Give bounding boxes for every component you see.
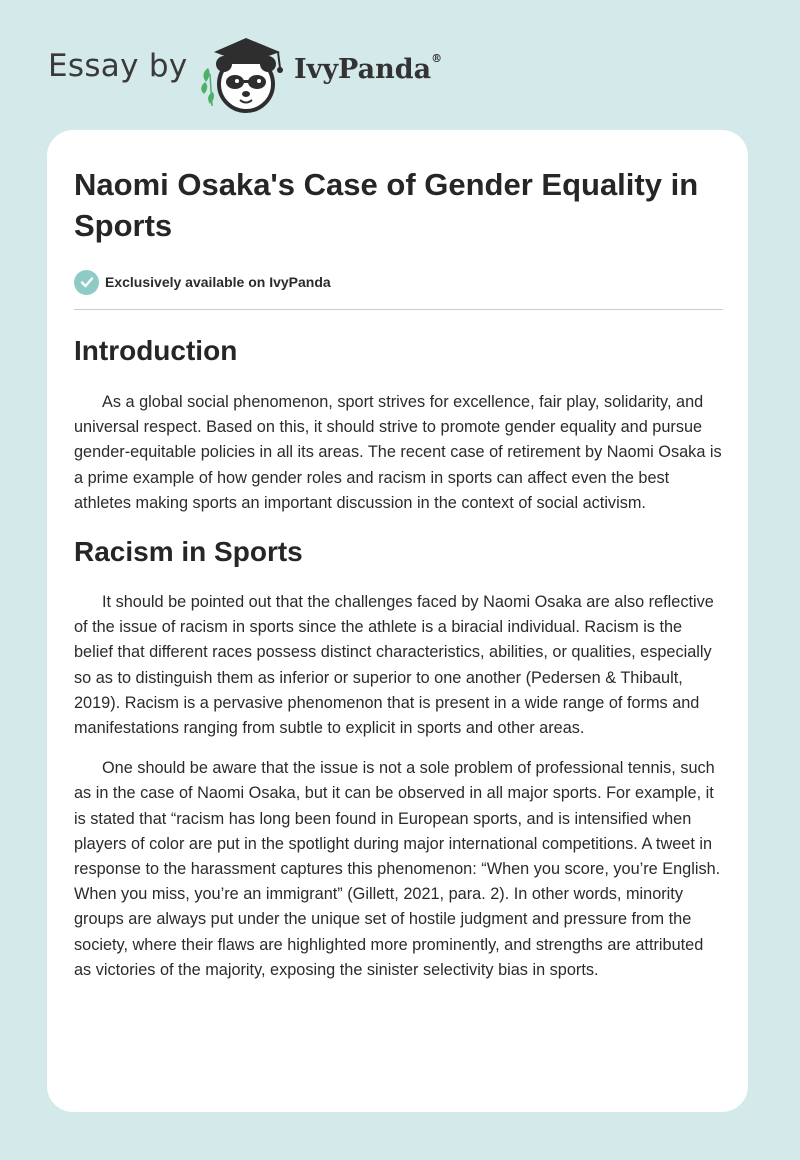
exclusive-badge-text: Exclusively available on IvyPanda [105,274,331,290]
paragraph: It should be pointed out that the challenges faced by Naomi Osaka are also reflective of the issue of racism in sports since the athlete is a biracial individual. Racism is the belief that different races possess distinct characteristics, abilities, or qualities, especially so as to distinguish them as inferior or superior to one another (Pedersen & Thibault, 2019). Racism is a pervasive phenomenon that is present in a wide range of forms and manifestations ranging from subtle to explicit in sports and other areas. [74,593,714,738]
essay-title: Naomi Osaka's Case of Gender Equality in Sports [74,167,699,243]
exclusive-badge [74,269,724,295]
site-header [48,30,748,110]
divider [74,309,723,310]
essay-content [74,164,724,983]
paragraph: One should be aware that the issue is not a sole problem of professional tennis, such as in the case of Naomi Osaka, but it can be observed in all major sports. For example, it is stated that “racism has long been found in European sports, and is intensified when players of color are put in the spotlight during major international competitions. A tweet in response to the harassment captures this phenomenon: “When you score, you’re English. When you miss, you’re an immigrant” (Gillett, 2021, para. 2). In other words, minority groups are always put under the unique set of hostile judgment and pressure from the society, where their flaws are highlighted more prominently, and strengths are attributed as victories of the majority, exposing the sinister selectivity bias in sports. [74,759,721,979]
check-circle-icon [74,270,99,295]
section-heading-racism: Racism in Sports [74,536,303,568]
panda-graduate-logo-icon[interactable] [200,34,286,114]
brand-text: IvyPanda [294,54,432,85]
registered-mark: ® [431,52,443,65]
paragraph: As a global social phenomenon, sport strives for excellence, fair play, solidarity, and universal respect. Based on this, it should strive to promote gender equality and pursue gender-equitable policies in all its areas. The recent case of retirement by Naomi Osaka is a prime example of how gender roles and racism in sports can affect even the best athletes making sports an important discussion in the context of social activism. [74,393,722,512]
brand-name[interactable] [294,54,442,85]
essay-by-label: Essay by [48,48,188,84]
section-heading-introduction: Introduction [74,335,238,366]
essay-card [47,130,748,1112]
